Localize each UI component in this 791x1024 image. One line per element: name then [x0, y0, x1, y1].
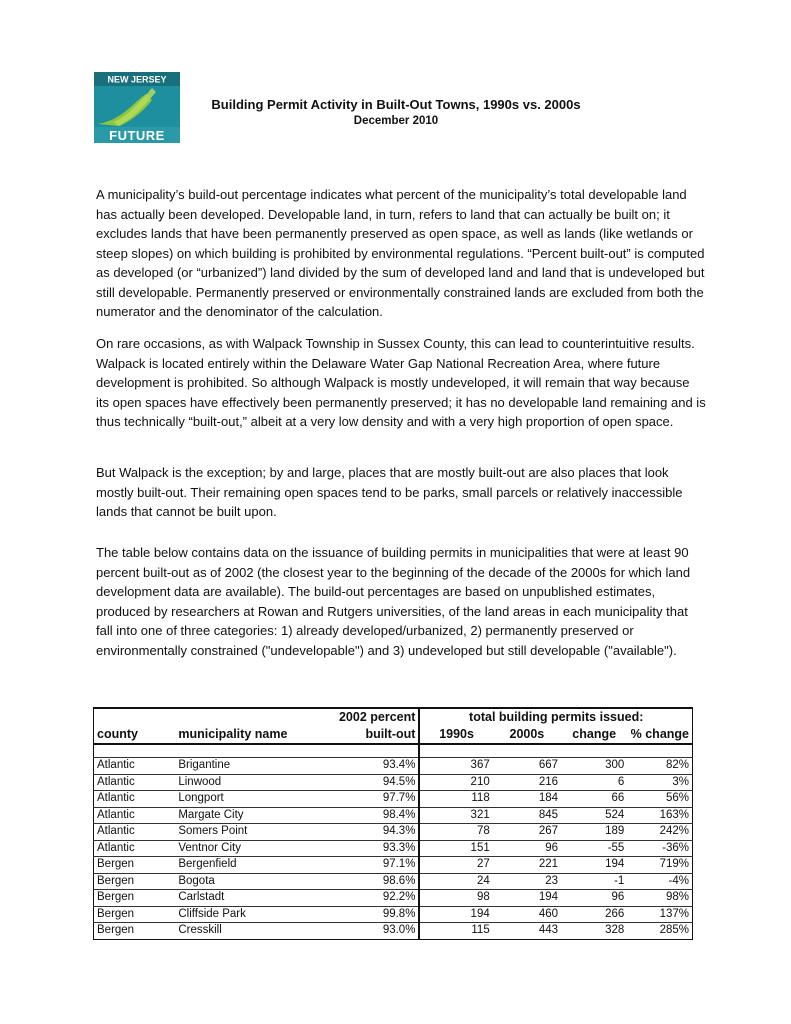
- cell-municipality: Cresskill: [172, 923, 312, 940]
- cell-municipality: Brigantine: [172, 758, 312, 775]
- cell-county: Bergen: [94, 873, 173, 890]
- header-2000s: 2000s: [493, 726, 561, 744]
- cell-permits-1990s: 24: [419, 873, 492, 890]
- cell-county: Atlantic: [94, 791, 173, 808]
- cell-pct-change: 98%: [627, 890, 692, 907]
- header-pct-line1: 2002 percent: [312, 708, 419, 726]
- cell-permits-1990s: 151: [419, 840, 492, 857]
- logo-line2: FUTURE: [109, 128, 165, 143]
- table-spacer-row: [94, 744, 693, 758]
- cell-municipality: Bogota: [172, 873, 312, 890]
- cell-permits-1990s: 367: [419, 758, 492, 775]
- paragraph-walpack-example: On rare occasions, as with Walpack Township in Sussex County, this can lead to counterintuitive results. Walpack is located entirely within the Delaware Water Gap National Recreation Area, where future development is prohibited. So although Walpack is mostly undeveloped, it will remain that way because its open spaces have effectively been permanently preserved; it has no developable land remaining and is thus technically “built-out,” albeit at a very low density and with a very high proportion of open space.: [96, 336, 706, 429]
- table-row: [94, 923, 693, 940]
- table-row: [94, 824, 693, 841]
- table-row: [94, 890, 693, 907]
- paragraph-table-description: The table below contains data on the issuance of building permits in municipalities that were at least 90 percent built-out as of 2002 (the closest year to the beginning of the decade of the 2000s for which land development data are available). The build-out percentages are based on unpublished estimates, produced by researchers at Rowan and Rutgers universities, of the land areas in each municipality that fall into one of three categories: 1) already developed/urbanized, 2) permanently preserved or environmentally constrained ("undevelopable") and 3) undeveloped but still developable ("available").: [96, 545, 691, 658]
- header-pct-line2: built-out: [312, 726, 419, 744]
- cell-permits-1990s: 78: [419, 824, 492, 841]
- paragraph-buildout-definition: A municipality’s build-out percentage indicates what percent of the municipality’s total developable land has actually been developed. Developable land, in turn, refers to land that can actually be built on; it excludes lands that have been permanently preserved as open space, as well as lands (like wetlands or steep slopes) on which building is prohibited by environmental regulations. “Percent built-out” is computed as developed (or “urbanized”) land divided by the sum of developed land and land that is undeveloped but still developable. Permanently preserved or environmentally constrained lands are excluded from both the numerator and the denominator of the calculation.: [96, 187, 705, 319]
- header-permits-group: total building permits issued:: [419, 708, 692, 726]
- cell-change: 189: [561, 824, 627, 841]
- cell-county: Atlantic: [94, 824, 173, 841]
- cell-pct-built-out: 97.1%: [312, 857, 419, 874]
- cell-municipality: Longport: [172, 791, 312, 808]
- logo-line1: NEW JERSEY: [107, 74, 167, 85]
- table-row: [94, 774, 693, 791]
- cell-pct-built-out: 98.6%: [312, 873, 419, 890]
- cell-pct-built-out: 98.4%: [312, 807, 419, 824]
- paragraph-walpack-exception: But Walpack is the exception; by and large, places that are mostly built-out are also places that look mostly built-out. Their remaining open spaces tend to be parks, small parcels or relatively inaccessible lands that cannot be built upon.: [96, 465, 683, 519]
- cell-permits-2000s: 184: [493, 791, 561, 808]
- cell-permits-2000s: 845: [493, 807, 561, 824]
- cell-municipality: Cliffside Park: [172, 906, 312, 923]
- table-row: [94, 807, 693, 824]
- cell-change: 194: [561, 857, 627, 874]
- cell-county: Bergen: [94, 890, 173, 907]
- header-change: change: [561, 726, 627, 744]
- cell-pct-built-out: 94.5%: [312, 774, 419, 791]
- page-date: December 2010: [353, 115, 439, 127]
- cell-change: 66: [561, 791, 627, 808]
- cell-change: 6: [561, 774, 627, 791]
- table-row: [94, 791, 693, 808]
- cell-county: Bergen: [94, 906, 173, 923]
- cell-permits-2000s: 267: [493, 824, 561, 841]
- cell-pct-built-out: 97.7%: [312, 791, 419, 808]
- cell-pct-change: 242%: [627, 824, 692, 841]
- cell-permits-1990s: 321: [419, 807, 492, 824]
- cell-municipality: Bergenfield: [172, 857, 312, 874]
- cell-municipality: Margate City: [172, 807, 312, 824]
- cell-county: Atlantic: [94, 758, 173, 775]
- table-header-row-1: [94, 708, 693, 726]
- cell-permits-2000s: 23: [493, 873, 561, 890]
- cell-permits-2000s: 460: [493, 906, 561, 923]
- page-title-block: [150, 96, 642, 130]
- cell-permits-2000s: 194: [493, 890, 561, 907]
- cell-county: Bergen: [94, 923, 173, 940]
- cell-change: 328: [561, 923, 627, 940]
- header-1990s: 1990s: [419, 726, 492, 744]
- cell-permits-2000s: 443: [493, 923, 561, 940]
- cell-pct-change: 719%: [627, 857, 692, 874]
- cell-permits-1990s: 27: [419, 857, 492, 874]
- cell-pct-built-out: 93.3%: [312, 840, 419, 857]
- cell-county: Bergen: [94, 857, 173, 874]
- header-pct-change: % change: [627, 726, 692, 744]
- cell-pct-built-out: 93.0%: [312, 923, 419, 940]
- cell-permits-1990s: 98: [419, 890, 492, 907]
- cell-pct-change: 163%: [627, 807, 692, 824]
- cell-county: Atlantic: [94, 774, 173, 791]
- cell-municipality: Linwood: [172, 774, 312, 791]
- table-header-row-2: [94, 726, 693, 744]
- cell-pct-change: 285%: [627, 923, 692, 940]
- cell-permits-2000s: 216: [493, 774, 561, 791]
- cell-change: 300: [561, 758, 627, 775]
- cell-pct-change: 3%: [627, 774, 692, 791]
- cell-change: -55: [561, 840, 627, 857]
- cell-municipality: Somers Point: [172, 824, 312, 841]
- cell-permits-2000s: 96: [493, 840, 561, 857]
- cell-change: 266: [561, 906, 627, 923]
- cell-county: Atlantic: [94, 807, 173, 824]
- building-permits-table: [93, 707, 693, 940]
- cell-permits-1990s: 115: [419, 923, 492, 940]
- cell-pct-built-out: 99.8%: [312, 906, 419, 923]
- cell-pct-built-out: 93.4%: [312, 758, 419, 775]
- table-row: [94, 857, 693, 874]
- cell-pct-change: 56%: [627, 791, 692, 808]
- cell-pct-change: -36%: [627, 840, 692, 857]
- cell-pct-change: 82%: [627, 758, 692, 775]
- table-row: [94, 758, 693, 775]
- cell-county: Atlantic: [94, 840, 173, 857]
- cell-permits-1990s: 194: [419, 906, 492, 923]
- table-row: [94, 873, 693, 890]
- cell-permits-1990s: 118: [419, 791, 492, 808]
- table-body: [94, 758, 693, 940]
- cell-change: 96: [561, 890, 627, 907]
- cell-permits-2000s: 221: [493, 857, 561, 874]
- cell-permits-2000s: 667: [493, 758, 561, 775]
- header-municipality: municipality name: [172, 726, 312, 744]
- cell-change: 524: [561, 807, 627, 824]
- table-row: [94, 840, 693, 857]
- cell-pct-change: 137%: [627, 906, 692, 923]
- cell-municipality: Carlstadt: [172, 890, 312, 907]
- cell-pct-built-out: 92.2%: [312, 890, 419, 907]
- cell-pct-built-out: 94.3%: [312, 824, 419, 841]
- table-row: [94, 906, 693, 923]
- cell-permits-1990s: 210: [419, 774, 492, 791]
- cell-pct-change: -4%: [627, 873, 692, 890]
- cell-change: -1: [561, 873, 627, 890]
- cell-municipality: Ventnor City: [172, 840, 312, 857]
- header-county: county: [94, 726, 173, 744]
- page-title: Building Permit Activity in Built-Out Towns, 1990s vs. 2000s: [211, 97, 581, 112]
